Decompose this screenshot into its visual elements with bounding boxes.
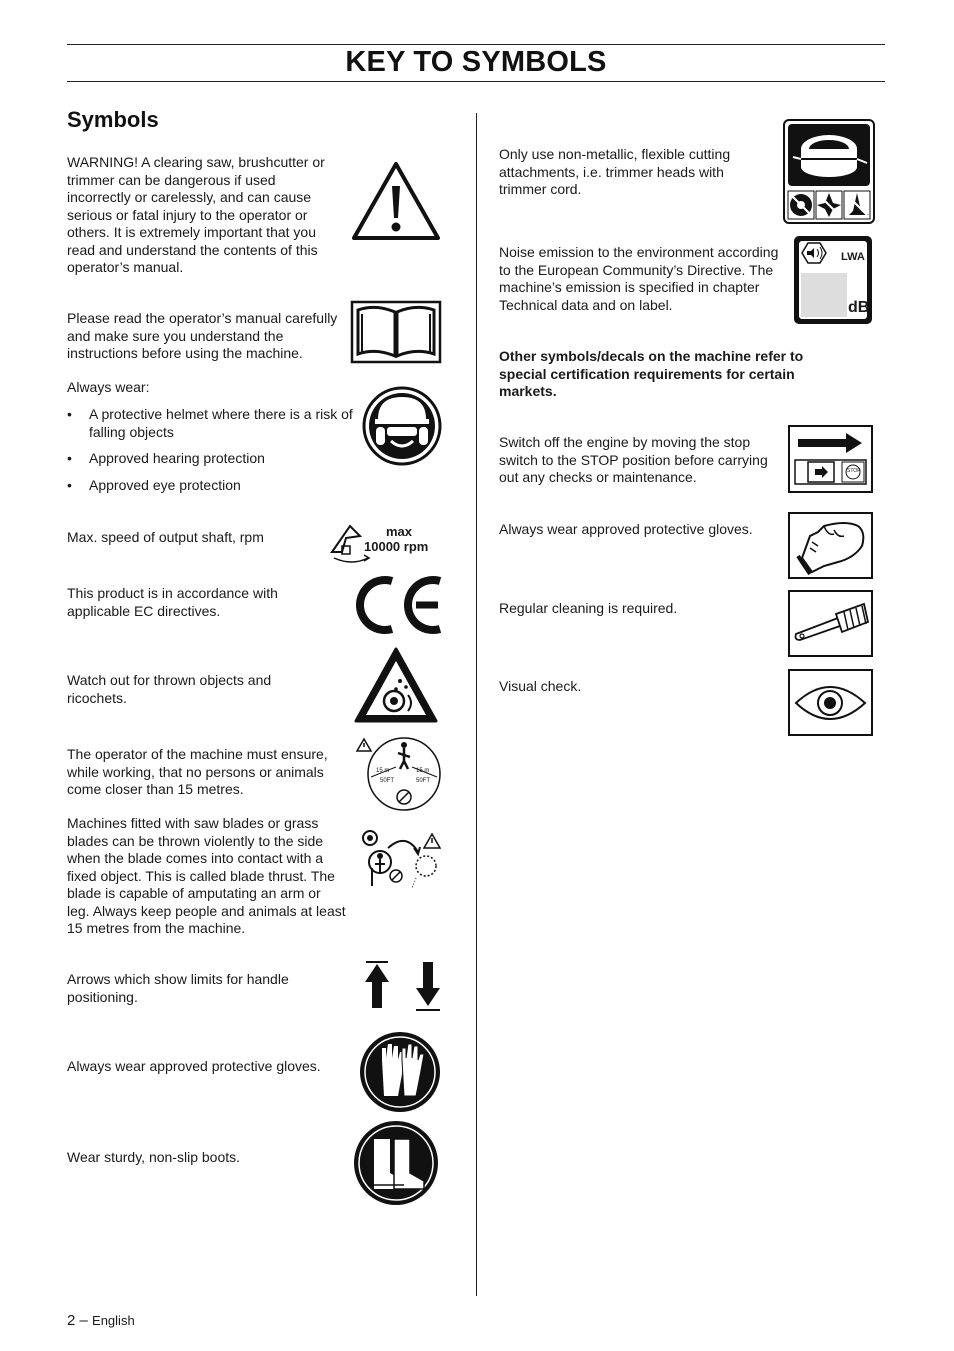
stop-switch-icon bbox=[788, 425, 873, 493]
stop-label: STOP bbox=[847, 468, 861, 474]
gloves-text-left: Always wear approved protective gloves. bbox=[67, 1058, 321, 1074]
distance-text: The operator of the machine must ensure, while working, that no persons or animals come closer than 15 metres. bbox=[67, 746, 328, 797]
helmet-protection-icon bbox=[361, 385, 443, 467]
arrows-text: Arrows which show limits for handle positioning. bbox=[67, 971, 289, 1005]
visual-check-text: Visual check. bbox=[499, 678, 582, 694]
distance-right-m: 15 m bbox=[416, 768, 430, 774]
bullet-dot: • bbox=[67, 477, 72, 493]
bullet-hearing bbox=[67, 450, 359, 468]
gloves-text-right: Always wear approved protective gloves. bbox=[499, 521, 753, 537]
distance-left-ft: 50FT bbox=[380, 778, 395, 784]
gloves-icon-right bbox=[788, 512, 873, 579]
rpm-label: 10000 rpm bbox=[364, 539, 429, 554]
boots-text: Wear sturdy, non-slip boots. bbox=[67, 1149, 241, 1165]
distance-left-m: 15 m bbox=[376, 768, 390, 774]
manual-text: Please read the operator’s manual carefully and make sure you understand the instructions before using the machine. bbox=[67, 310, 338, 361]
blade-thrust-icon bbox=[360, 828, 444, 892]
noise-emission-text: Noise emission to the environment according to the European Community’s Directive. The machine’s emission is specified in chapter Technical data and on label. bbox=[499, 244, 779, 313]
ce-mark-icon bbox=[354, 575, 444, 635]
page-number: 2 – bbox=[67, 1312, 88, 1329]
footer-language: English bbox=[92, 1313, 135, 1328]
bullet-eye bbox=[67, 477, 359, 495]
trimmer-head-icon bbox=[783, 119, 875, 224]
header-rule-top bbox=[67, 44, 885, 45]
header-rule-bottom bbox=[67, 81, 885, 82]
lwa-label: LWA bbox=[841, 251, 865, 263]
gloves-icon-left bbox=[358, 1030, 442, 1114]
thrown-objects-icon bbox=[352, 645, 440, 725]
bullet-dot: • bbox=[67, 450, 72, 466]
bullet-hearing-text: Approved hearing protection bbox=[89, 450, 265, 466]
non-metallic-text: Only use non-metallic, flexible cutting attachments, i.e. trimmer heads with trimmer cord. bbox=[499, 146, 731, 197]
distance-right-ft: 50FT bbox=[416, 778, 431, 784]
db-label: dB bbox=[848, 299, 870, 316]
open-book-icon bbox=[350, 300, 442, 364]
bullet-helmet-text: A protective helmet where there is a risk of falling objects bbox=[89, 406, 353, 440]
ce-text: This product is in accordance with applicable EC directives. bbox=[67, 585, 278, 619]
max-speed-text: Max. speed of output shaft, rpm bbox=[67, 529, 264, 545]
max-label: max bbox=[386, 524, 413, 539]
thrown-objects-text: Watch out for thrown objects and ricochets. bbox=[67, 672, 272, 706]
handle-limit-arrows-icon bbox=[364, 960, 444, 1012]
bullet-dot: • bbox=[67, 406, 72, 422]
cleaning-brush-icon bbox=[788, 590, 873, 657]
page-footer bbox=[67, 1312, 135, 1329]
cleaning-text: Regular cleaning is required. bbox=[499, 600, 678, 616]
other-symbols-text: Other symbols/decals on the machine refer to special certification requirements for certain markets. bbox=[499, 348, 804, 399]
section-title: Symbols bbox=[67, 107, 159, 132]
safety-distance-icon bbox=[354, 735, 444, 813]
max-speed-icon bbox=[328, 520, 446, 566]
warning-text: WARNING! A clearing saw, brushcutter or trimmer can be dangerous if used incorrectly or carelessly, and can cause serious or fatal injury to the operator or others. It is extremely important that you read and understand the contents of this operator’s manual. bbox=[67, 154, 325, 275]
blade-thrust-text: Machines fitted with saw blades or grass blades can be thrown violently to the side when the blade comes into contact with a fixed object. This is called blade thrust. The blade is capable of amputating an arm or leg. Always keep people and animals at least 15 metres from the machine. bbox=[67, 815, 346, 936]
warning-triangle-icon bbox=[350, 160, 442, 242]
column-divider bbox=[476, 113, 477, 1296]
boots-icon bbox=[352, 1121, 440, 1205]
noise-level-icon bbox=[793, 235, 873, 325]
always-wear-text: Always wear: bbox=[67, 379, 150, 395]
page-title: KEY TO SYMBOLS bbox=[345, 46, 607, 78]
bullet-eye-text: Approved eye protection bbox=[89, 477, 241, 493]
stop-switch-text: Switch off the engine by moving the stop switch to the STOP position before carrying out any checks or maintenance. bbox=[499, 434, 768, 485]
bullet-helmet bbox=[67, 406, 359, 442]
visual-check-eye-icon bbox=[788, 669, 873, 736]
